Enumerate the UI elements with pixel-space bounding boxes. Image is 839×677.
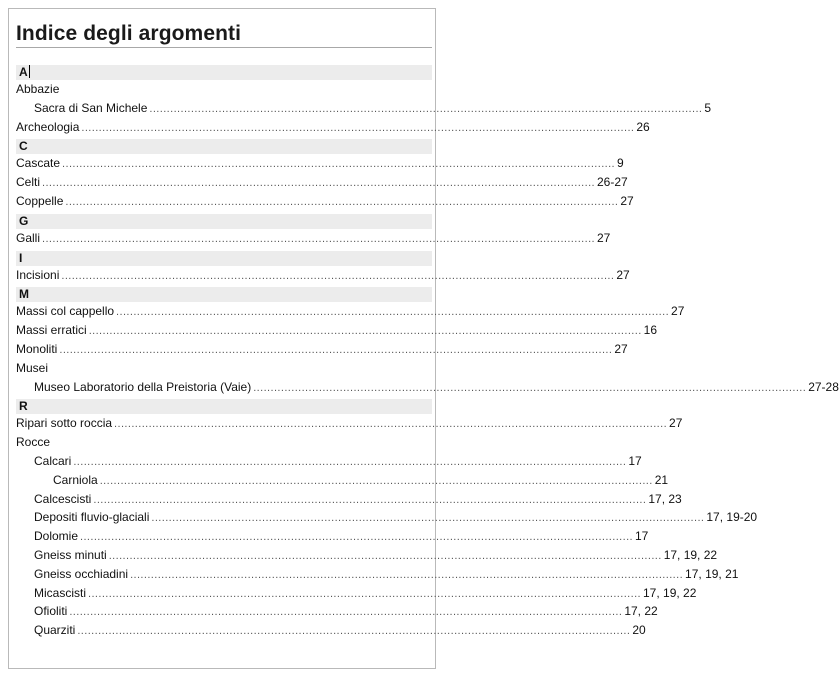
index-term: Cascate xyxy=(16,156,61,171)
index-page-ref[interactable]: 17, 22 xyxy=(624,604,658,619)
index-page-ref[interactable]: 27 xyxy=(597,230,611,245)
dot-leader: ................................................................................................................................................................ xyxy=(151,512,705,525)
index-entry[interactable] xyxy=(16,99,712,118)
dot-leader: ................................................................................................................................................................ xyxy=(81,121,635,134)
dot-leader: ................................................................................................................................................................ xyxy=(69,606,623,619)
dot-leader: ................................................................................................................................................................ xyxy=(130,568,684,581)
index-list[interactable] xyxy=(16,65,839,640)
document-page[interactable] xyxy=(8,8,839,669)
index-letter: A xyxy=(19,65,28,79)
index-letter: G xyxy=(19,213,29,228)
index-entry[interactable] xyxy=(16,565,739,584)
title-underline xyxy=(16,47,432,48)
index-term: Celti xyxy=(16,175,41,190)
index-entry[interactable] xyxy=(16,118,650,137)
index-page-ref[interactable]: 17, 19, 22 xyxy=(643,585,697,600)
index-entry[interactable] xyxy=(16,154,624,173)
text-cursor xyxy=(29,65,30,78)
index-term: Massi col cappello xyxy=(16,304,115,319)
index-entry[interactable] xyxy=(16,602,658,621)
index-page-ref[interactable]: 17, 19, 21 xyxy=(685,566,739,581)
index-term: Ripari sotto roccia xyxy=(16,416,113,431)
index-term: Calcari xyxy=(34,453,72,468)
index-entry[interactable] xyxy=(16,192,634,211)
dot-leader: ................................................................................................................................................................ xyxy=(108,549,662,562)
index-page-ref[interactable]: 17, 19, 22 xyxy=(663,547,718,562)
dot-leader: ................................................................................................................................................................ xyxy=(42,232,595,245)
index-page-ref[interactable]: 5 xyxy=(704,100,712,115)
index-page-ref[interactable]: 20 xyxy=(632,623,646,638)
index-term: Monoliti xyxy=(16,341,58,356)
dot-leader: ................................................................................................................................................................ xyxy=(93,493,647,506)
index-heading-term: Rocce xyxy=(16,435,51,450)
index-entry[interactable] xyxy=(16,452,642,471)
dot-leader: ................................................................................................................................................................ xyxy=(65,195,619,208)
index-page-ref[interactable]: 17 xyxy=(628,453,642,468)
index-heading-term: Musei xyxy=(16,360,49,375)
index-term: Quarziti xyxy=(34,623,76,638)
dot-leader: ................................................................................................................................................................ xyxy=(149,102,703,115)
dot-leader: ................................................................................................................................................................ xyxy=(61,269,615,282)
index-page-ref[interactable]: 17 xyxy=(635,529,649,544)
index-page-ref[interactable]: 9 xyxy=(617,156,624,171)
index-letter-heading xyxy=(16,65,432,80)
index-letter: C xyxy=(19,139,28,154)
dot-leader: ................................................................................................................................................................ xyxy=(42,177,595,190)
index-term: Depositi fluvio-glaciali xyxy=(34,510,150,525)
index-entry[interactable] xyxy=(16,508,758,527)
index-page-ref[interactable]: 17, 19-20 xyxy=(706,510,758,525)
index-page-ref[interactable]: 27 xyxy=(616,267,630,282)
dot-leader: ................................................................................................................................................................ xyxy=(62,158,616,171)
index-entry[interactable] xyxy=(16,527,649,546)
index-page-ref[interactable]: 27 xyxy=(669,416,683,431)
index-page-ref[interactable]: 17, 23 xyxy=(648,491,682,506)
index-page-ref[interactable]: 27 xyxy=(671,304,685,319)
index-entry[interactable] xyxy=(16,378,839,397)
dot-leader: ................................................................................................................................................................ xyxy=(116,306,670,319)
dot-leader: ................................................................................................................................................................ xyxy=(114,418,668,431)
index-term: Calcescisti xyxy=(34,491,92,506)
index-heading-term: Abbazie xyxy=(16,82,60,96)
index-entry[interactable] xyxy=(16,490,682,509)
index-page-ref[interactable]: 27-28 xyxy=(808,379,839,394)
index-term: Carniola xyxy=(53,472,98,487)
index-letter-heading xyxy=(16,251,432,266)
index-term: Galli xyxy=(16,230,41,245)
index-entry[interactable] xyxy=(16,621,646,640)
dot-leader: ................................................................................................................................................................ xyxy=(80,531,633,544)
index-term: Massi erratici xyxy=(16,323,87,338)
index-page-ref[interactable]: 26-27 xyxy=(597,175,628,190)
index-term: Museo Laboratorio della Preistoria (Vaie) xyxy=(34,379,252,394)
index-entry[interactable] xyxy=(16,546,718,565)
index-term: Micascisti xyxy=(34,585,87,600)
index-letter-heading xyxy=(16,214,432,229)
index-letter: I xyxy=(19,250,23,265)
index-entry[interactable] xyxy=(16,340,628,359)
index-entry[interactable] xyxy=(16,584,697,603)
index-entry[interactable] xyxy=(16,471,669,490)
index-page-ref[interactable]: 21 xyxy=(654,472,669,487)
index-letter: M xyxy=(19,287,29,302)
dot-leader: ................................................................................................................................................................ xyxy=(99,474,653,487)
index-term: Archeologia xyxy=(16,119,80,134)
index-term: Sacra di San Michele xyxy=(34,100,148,115)
index-letter: R xyxy=(19,399,28,414)
index-page-ref[interactable]: 16 xyxy=(643,323,658,338)
dot-leader: ................................................................................................................................................................ xyxy=(77,625,631,638)
index-entry[interactable] xyxy=(16,229,611,248)
index-term: Gneiss minuti xyxy=(34,547,107,562)
index-entry[interactable] xyxy=(16,173,628,192)
dot-leader: ................................................................................................................................................................ xyxy=(59,343,613,356)
index-entry[interactable] xyxy=(16,302,685,321)
index-term: Coppelle xyxy=(16,193,64,208)
page-title: Indice degli argomenti xyxy=(16,22,242,45)
dot-leader: ................................................................................................................................................................ xyxy=(73,455,627,468)
index-page-ref[interactable]: 27 xyxy=(620,193,634,208)
index-entry[interactable] xyxy=(16,266,630,285)
index-letter-heading xyxy=(16,139,432,154)
index-letter-heading xyxy=(16,287,432,302)
index-term: Gneiss occhiadini xyxy=(34,566,129,581)
index-term: Incisioni xyxy=(16,267,60,282)
index-page-ref[interactable]: 27 xyxy=(614,341,628,356)
index-entry[interactable] xyxy=(16,321,658,340)
index-letter-heading xyxy=(16,399,432,414)
index-term: Ofioliti xyxy=(34,604,68,619)
index-page-ref[interactable]: 26 xyxy=(636,119,650,134)
index-entry[interactable] xyxy=(16,414,683,433)
dot-leader: ................................................................................................................................................................ xyxy=(88,325,642,338)
dot-leader: ................................................................................................................................................................ xyxy=(253,381,807,394)
dot-leader: ................................................................................................................................................................ xyxy=(88,587,641,600)
index-term: Dolomie xyxy=(34,529,79,544)
